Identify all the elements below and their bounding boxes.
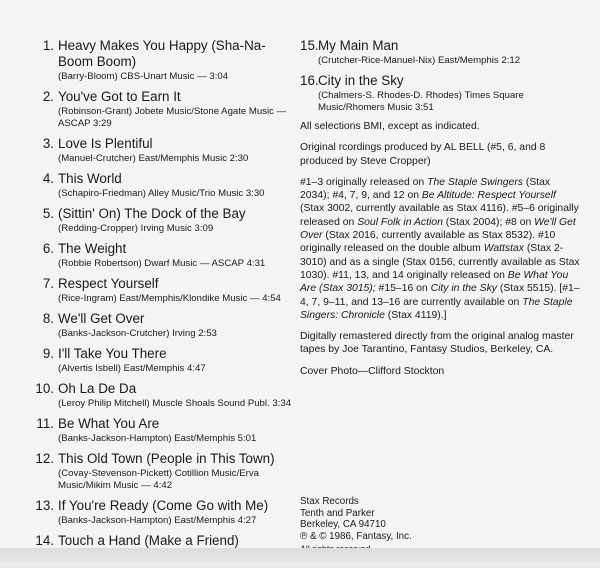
track-number: 2. (42, 89, 54, 104)
track-item (28, 171, 293, 200)
release-note: #1–3 originally released on The Staple Swingers (Stax 2034); #4, 7, 9, and 12 on Be Altitude: Respect Yourself (Stax 3002, currently available as Stax 4116). #5–6 originally released on Soul Folk in Action (Stax 2004); #8 on We'll Get Over (Stax 2016, currently available as Stax 8532). #10 originally released on the double album Wattstax (Stax 2-3010) and as a single (Stax 0156, currently available as Stax 1030). #11, 13, and 14 originally released on Be What You Are (Stax 3015); #15–16 on City in the Sky (Stax 5515). [#1–4, 7, 9–11, and 13–16 are currently available on The Staple Singers: Chronicle (Stax 4119).] (300, 176, 580, 321)
track-item (28, 276, 293, 305)
track-number: 3. (42, 136, 54, 151)
copyright: ℗ & © 1986, Fantasy, Inc. (300, 530, 412, 542)
track-title: Respect Yourself (58, 276, 159, 291)
track-title: You've Got to Earn It (58, 89, 181, 104)
track-item (28, 206, 293, 235)
track-title: We'll Get Over (58, 311, 145, 326)
label-city: Berkeley, CA 94710 (300, 519, 386, 531)
track-item (28, 416, 293, 445)
track-number: 6. (42, 241, 54, 256)
track-title: I'll Take You There (58, 346, 167, 361)
track-item (28, 311, 293, 340)
track-number: 4. (42, 171, 54, 186)
track-title: Love Is Plentiful (58, 136, 153, 151)
track-credit: (Crutcher-Rice-Manuel-Nix) East/Memphis 2:12 (318, 55, 521, 66)
track-item (28, 381, 293, 410)
remaster-note: Digitally remastered directly from the original analog master tapes by Joe Tarantino, Fantasy Studios, Berkeley, CA. (300, 331, 574, 356)
page-edge (0, 548, 600, 566)
track-credit: (Banks-Jackson-Crutcher) Irving 2:53 (58, 328, 217, 339)
track-item (28, 89, 293, 130)
track-credit: (Schapiro-Friedman) Alley Music/Trio Music 3:30 (58, 188, 265, 199)
track-item (300, 73, 580, 114)
track-credit: (Alvertis Isbell) East/Memphis 4:47 (58, 363, 206, 374)
track-title: My Main Man (318, 38, 399, 53)
track-credit: (Chalmers-S. Rhodes-D. Rhodes) Times Square Music/Rhomers Music 3:51 (318, 90, 524, 113)
track-credit: (Redding-Cropper) Irving Music 3:09 (58, 223, 214, 234)
track-credit: (Robbie Robertson) Dwarf Music — ASCAP 4:31 (58, 258, 266, 269)
track-credit: (Covay-Stevenson-Pickett) Cotillion Music/Erva Music/Mikim Music — 4:42 (58, 468, 260, 491)
track-number: 9. (42, 346, 54, 361)
track-title: This Old Town (People in This Town) (58, 451, 275, 466)
track-item (28, 346, 293, 375)
right-column (300, 38, 580, 386)
track-item (28, 241, 293, 270)
producer-note: Original rcordings produced by AL BELL (#5, 6, and 8 produced by Steve Cropper) (300, 142, 546, 167)
track-credit: (Robinson-Grant) Jobete Music/Stone Agate Music — ASCAP 3:29 (58, 106, 287, 129)
track-credit: (Rice-Ingram) East/Memphis/Klondike Music — 4:54 (58, 293, 281, 304)
track-number: 8. (42, 311, 54, 326)
track-title: If You're Ready (Come Go with Me) (58, 498, 269, 513)
track-title: Oh La De Da (58, 381, 137, 396)
label-address (300, 496, 500, 556)
track-credit: (Leroy Philip Mitchell) Muscle Shoals Sound Publ. 3:34 (58, 398, 292, 409)
bmi-note: All selections BMI, except as indicated. (300, 121, 480, 132)
track-title: This World (58, 171, 122, 186)
cover-photo-credit: Cover Photo—Clifford Stockton (300, 365, 445, 377)
track-title: Be What You Are (58, 416, 160, 431)
track-title: Touch a Hand (Make a Friend) (58, 533, 239, 548)
track-credit: (Barry-Bloom) CBS-Unart Music — 3:04 (58, 71, 229, 82)
track-item (300, 38, 580, 67)
track-number: 12. (35, 451, 54, 466)
track-item (28, 38, 293, 83)
track-title: The Weight (58, 241, 127, 256)
track-number: 1. (42, 38, 54, 53)
track-item (28, 136, 293, 165)
tracklist-right (300, 38, 580, 114)
track-title: Heavy Makes You Happy (Sha-Na-Boom Boom) (58, 38, 266, 69)
tracklist-left (28, 38, 293, 568)
track-title: City in the Sky (318, 73, 404, 88)
track-number: 13. (35, 498, 54, 513)
track-number: 14. (35, 533, 54, 548)
track-number: 7. (42, 276, 54, 291)
track-number: 11. (36, 416, 54, 431)
track-number: 15. (300, 38, 319, 53)
track-credit: (Banks-Jackson-Hampton) East/Memphis 5:01 (58, 433, 257, 444)
label-name: Stax Records (300, 496, 359, 507)
track-title: (Sittin' On) The Dock of the Bay (58, 206, 246, 221)
track-credit: (Manuel-Crutcher) East/Memphis Music 2:30 (58, 153, 249, 164)
track-item (28, 498, 293, 527)
label-street: Tenth and Parker (300, 507, 375, 519)
track-number: 5. (42, 206, 54, 221)
track-credit: (Banks-Jackson-Hampton) East/Memphis 4:27 (58, 515, 257, 526)
track-number: 10. (35, 381, 54, 396)
track-number: 16. (300, 73, 319, 88)
track-item (28, 451, 293, 492)
